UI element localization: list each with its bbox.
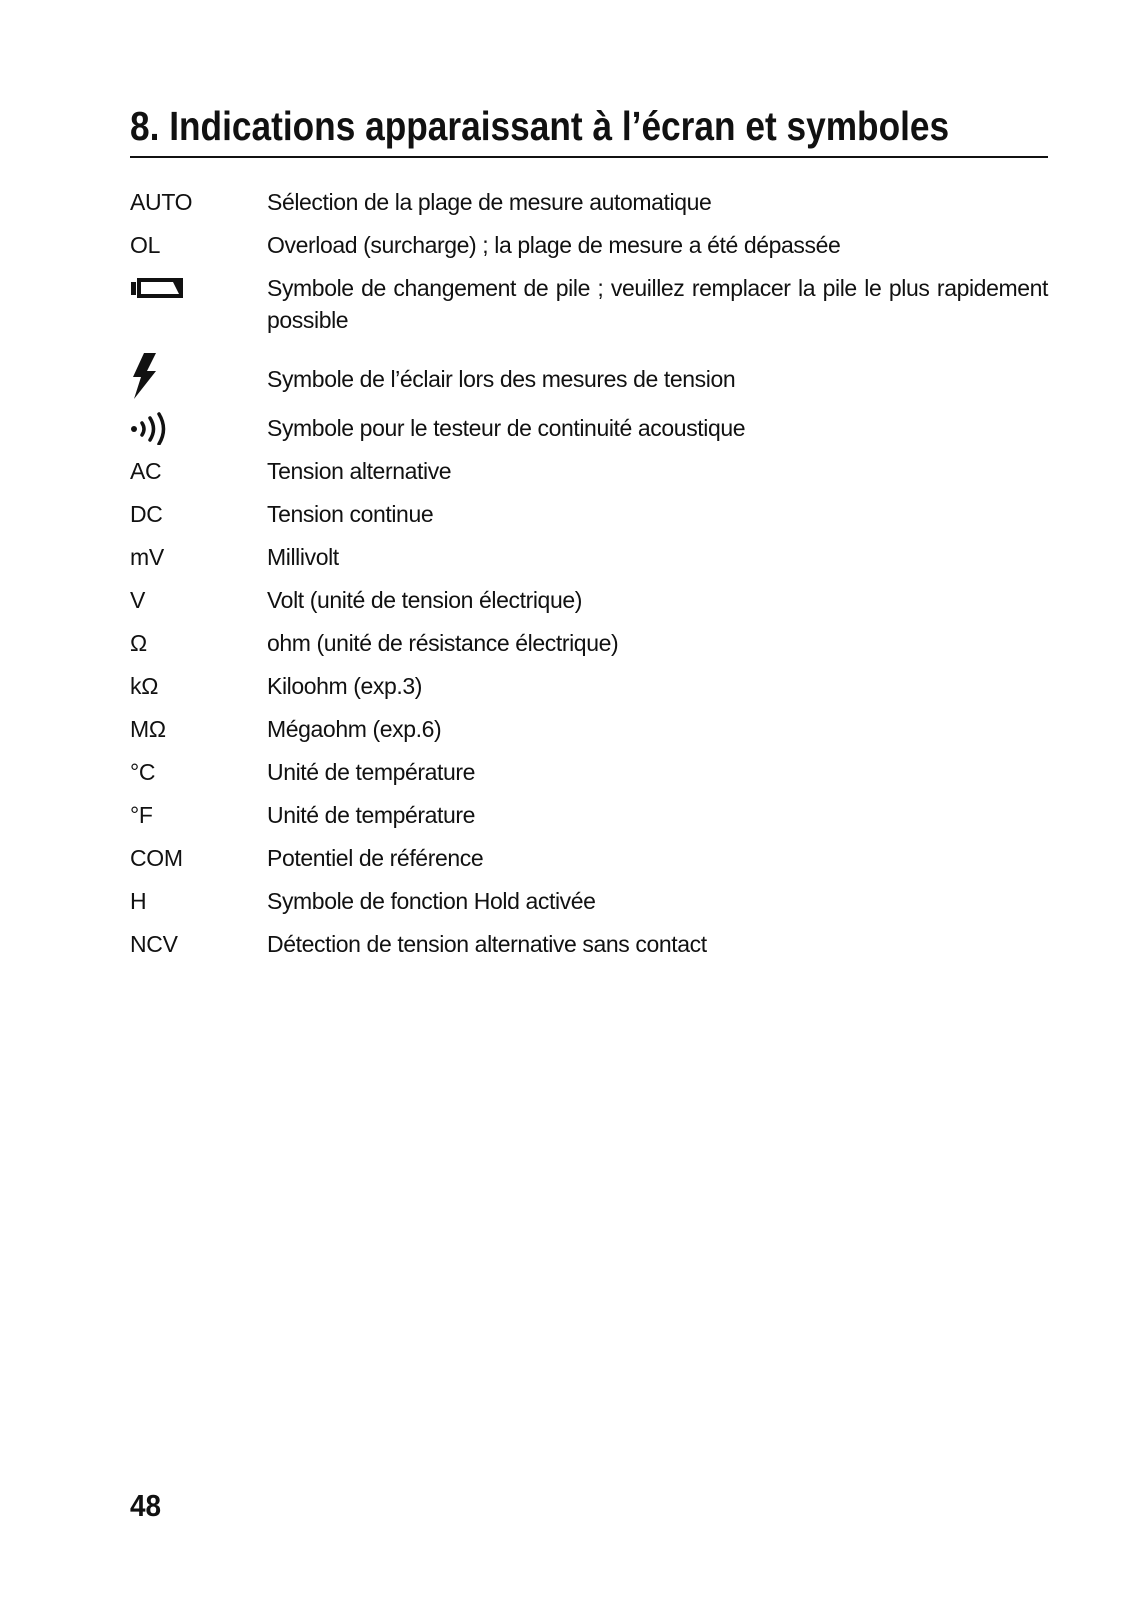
list-item bbox=[130, 713, 1048, 745]
lightning-icon bbox=[130, 351, 160, 401]
symbol-description: Symbole pour le testeur de continuité acoustique bbox=[267, 415, 746, 441]
symbol-description: Sélection de la plage de mesure automatique bbox=[267, 189, 712, 215]
list-item bbox=[130, 670, 1048, 702]
symbol-description: Overload (surcharge) ; la plage de mesure a été dépassée bbox=[267, 232, 841, 258]
symbol-description: Unité de température bbox=[267, 759, 476, 785]
list-item bbox=[130, 756, 1048, 788]
symbol-description: Millivolt bbox=[267, 544, 339, 570]
list-item bbox=[130, 885, 1048, 917]
symbol-label: AC bbox=[130, 458, 162, 484]
symbol-description: ohm (unité de résistance électrique) bbox=[267, 630, 619, 656]
symbol-label: H bbox=[130, 888, 147, 914]
symbol-label: DC bbox=[130, 501, 163, 527]
symbol-description: Symbole de changement de pile ; veuillez remplacer la pile le plus rapidement possible bbox=[267, 275, 1048, 333]
list-item bbox=[130, 455, 1048, 487]
page-title: 8. Indications apparaissant à l’écran et symboles bbox=[130, 103, 950, 149]
continuity-beep-icon bbox=[130, 411, 174, 445]
list-item bbox=[130, 272, 1048, 336]
symbol-label: MΩ bbox=[130, 716, 166, 742]
list-item bbox=[130, 842, 1048, 874]
symbol-description: Unité de température bbox=[267, 802, 476, 828]
battery-low-icon bbox=[130, 276, 186, 300]
symbol-description: Kiloohm (exp.3) bbox=[267, 673, 423, 699]
list-item bbox=[130, 351, 1048, 401]
list-item bbox=[130, 799, 1048, 831]
symbol-description: Volt (unité de tension électrique) bbox=[267, 587, 582, 613]
list-item bbox=[130, 498, 1048, 530]
page-number: 48 bbox=[130, 1488, 162, 1523]
symbol-list bbox=[130, 186, 1048, 971]
symbol-label: NCV bbox=[130, 931, 178, 957]
list-item bbox=[130, 541, 1048, 573]
list-item bbox=[130, 928, 1048, 960]
list-item bbox=[130, 229, 1048, 261]
symbol-description: Symbole de fonction Hold activée bbox=[267, 888, 596, 914]
list-item bbox=[130, 186, 1048, 218]
symbol-label: V bbox=[130, 587, 146, 613]
title-divider bbox=[130, 156, 1048, 158]
symbol-label: AUTO bbox=[130, 189, 193, 215]
symbol-label: OL bbox=[130, 232, 161, 258]
symbol-label: mV bbox=[130, 544, 164, 570]
symbol-label: °F bbox=[130, 802, 153, 828]
symbol-label: COM bbox=[130, 845, 183, 871]
symbol-label: Ω bbox=[130, 630, 147, 656]
list-item bbox=[130, 627, 1048, 659]
symbol-label: kΩ bbox=[130, 673, 159, 699]
symbol-label: °C bbox=[130, 759, 156, 785]
symbol-description: Détection de tension alternative sans contact bbox=[267, 931, 707, 957]
symbol-description: Tension continue bbox=[267, 501, 434, 527]
symbol-description: Potentiel de référence bbox=[267, 845, 484, 871]
symbol-description: Mégaohm (exp.6) bbox=[267, 716, 442, 742]
symbol-description: Symbole de l’éclair lors des mesures de tension bbox=[267, 366, 736, 392]
list-item bbox=[130, 584, 1048, 616]
list-item bbox=[130, 412, 1048, 444]
symbol-description: Tension alternative bbox=[267, 458, 452, 484]
